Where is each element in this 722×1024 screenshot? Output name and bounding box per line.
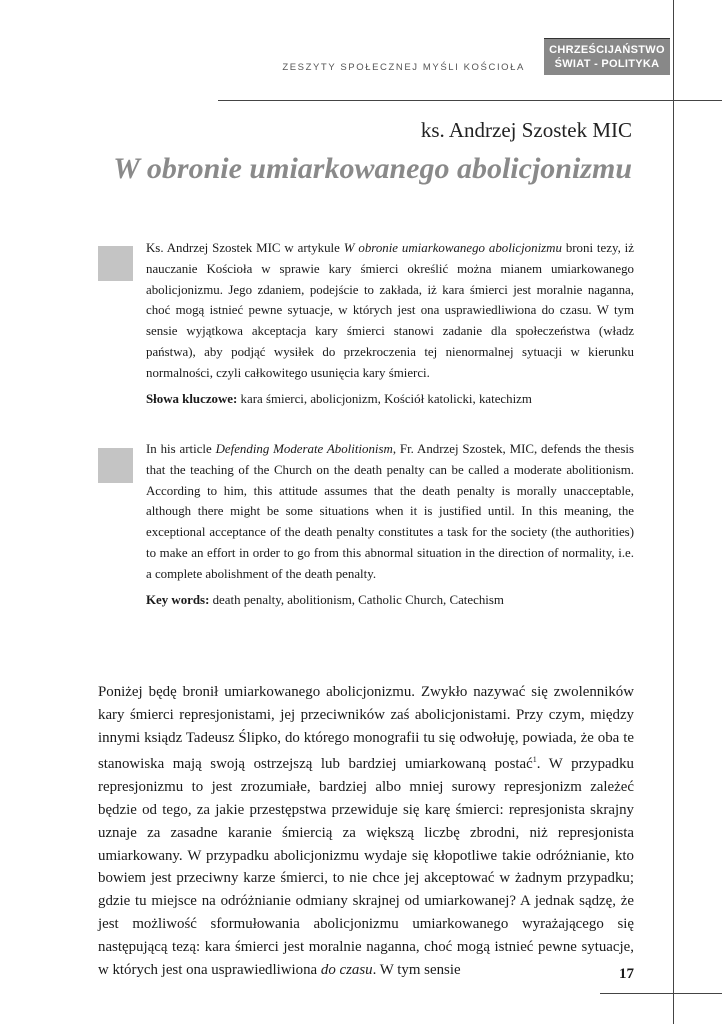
abstract-english (146, 439, 634, 610)
abstract-polish (146, 238, 634, 409)
header-rule (218, 100, 722, 101)
brand-line-1: CHRZEŚCIJAŃSTWO (549, 44, 665, 56)
journal-name: ZESZYTY SPOŁECZNEJ MYŚLI KOŚCIOŁA (282, 62, 525, 73)
article-title: W obronie umiarkowanego abolicjonizmu (113, 152, 632, 185)
abstract-en-keywords: Key words: death penalty, abolitionism, Catholic Church, Catechism (146, 592, 504, 607)
abstract-pl-article-title: W obronie umiarkowanego abolicjonizmu (343, 241, 562, 255)
footnote-marker[interactable]: 1 (532, 755, 537, 765)
body-paragraph: Poniżej będę bronił umiarkowanego abolicjonizmu. Zwykło nazywać się zwolenników kary śmierci represjonistami, jej przeciwników zaś abolicjonistami. Przy czym, między innymi ksiądz Tadeusz Ślipko, do którego monografii tu się odwołuję, powiada, że oba te stanowiska mają swoją ostrzejszą lub bardziej umiarkowaną postać$^1$. W przypadku represjonizmu to jest zrozumiałe, bardziej albo mniej surowy represjonizm zależeć będzie od tego, za jakie przestępstwa przewiduje się karę śmierci: represjonista skrajny uznaje za zasadne karanie śmiercią za większą liczbę zbrodni, niż represjonista umiarkowany. W przypadku abolicjonizmu wydaje się kłopotliwe takie odróżnianie, kto bowiem jest przeciwny karze śmierci, to nie chce jej akceptować w żadnym przypadku; gdzie tu miejsce na odróżnianie odmiany skrajnej od umiarkowanej? A jednak sądzę, że jest możliwość sformułowania abolicjonizmu umiarkowanego wyrażającego się następującą tezą: kara śmierci jest moralnie naganna, choć mogą istnieć pewne sytuacje, w których jest ona usprawiedliwiona do czasu. W tym sensie (98, 684, 634, 978)
abstract-en-marker (98, 448, 133, 483)
abstract-pl-text: Ks. Andrzej Szostek MIC w artykule W obronie umiarkowanego abolicjonizmu broni tezy, iż nauczanie Kościoła w sprawie kary śmierci określić można mianem umiarkowanego abolicjonizmu. Jego zdaniem, podejście to zakłada, iż kara śmierci jest moralnie naganna, choć mogą istnieć pewne sytuacje, w których jest ona usprawiedliwiona do czasu. W tym sensie wyjątkowa akceptacja kary śmierci stanowi zadanie dla społeczeństwa (władz państwa), aby podjąć wysiłek do przekroczenia tej nienormalnej sytuacji w kierunku normalności, czyli całkowitego usunięcia kary śmierci. (146, 241, 634, 380)
brand-line-2: ŚWIAT - POLITYKA (554, 58, 660, 70)
abstract-pl-marker (98, 246, 133, 281)
abstract-pl-keywords: Słowa kluczowe: kara śmierci, abolicjonizm, Kościół katolicki, katechizm (146, 391, 532, 406)
article-author: ks. Andrzej Szostek MIC (420, 118, 632, 142)
margin-vertical-rule (673, 0, 674, 1024)
abstract-en-text: In his article Defending Moderate Abolitionism, Fr. Andrzej Szostek, MIC, defends the thesis that the teaching of the Church on the death penalty can be called a moderate abolitionism. According to him, this attitude assumes that the death penalty is morally unacceptable, although there might be some situations when it is justified until. In this meaning, the exceptional acceptance of the death penalty constitutes a task for the society (the authorities) to make an effort in order to go from this abnormal situation in the direction of normality, i.e. a complete abolishment of the death penalty. (146, 442, 634, 581)
footer-rule (600, 993, 722, 994)
abstract-en-article-title: Defending Moderate Abolitionism (215, 442, 393, 456)
keywords-label-en: Key words: (146, 592, 210, 607)
article-body (98, 681, 634, 981)
page-number: 17 (619, 966, 634, 982)
keywords-label-pl: Słowa kluczowe: (146, 391, 238, 406)
journal-brand-logo (544, 38, 670, 75)
